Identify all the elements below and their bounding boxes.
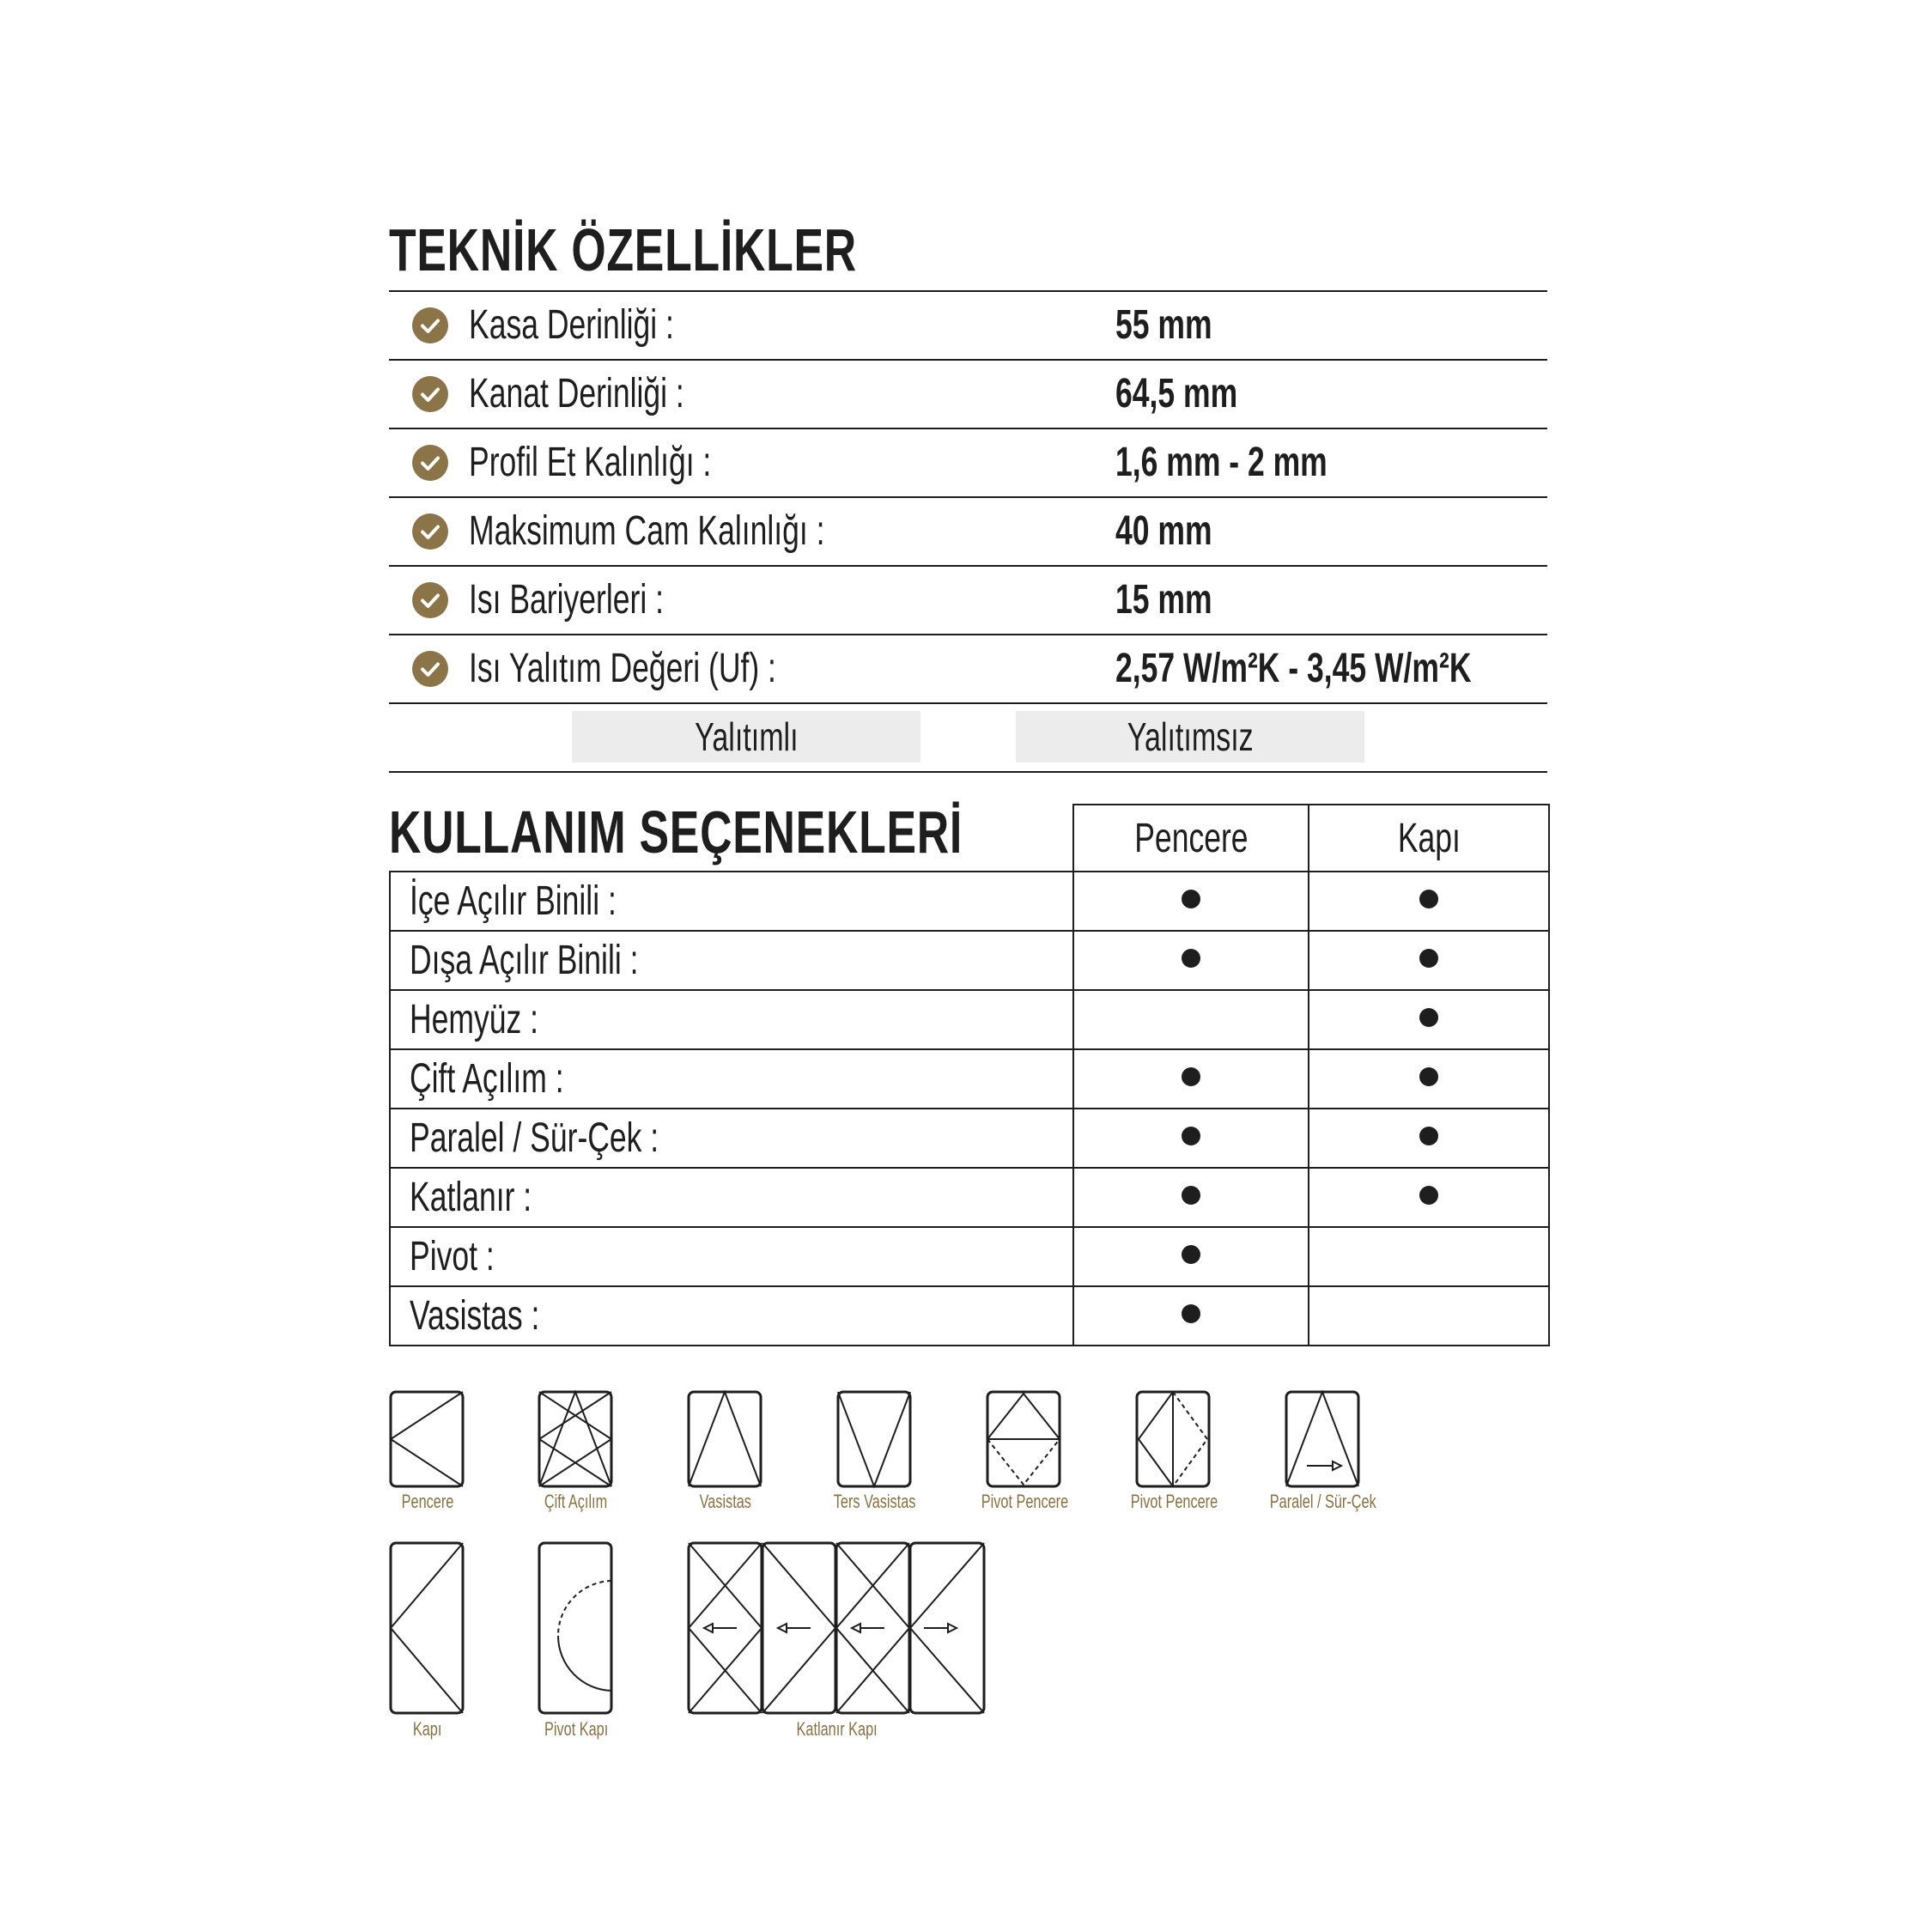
icon-caption: Katlanır Kapı <box>796 1718 878 1740</box>
spec-label: Isı Bariyerleri : <box>469 577 664 623</box>
spec-value: 15 mm <box>1115 577 1212 623</box>
icon-caption: Pivot Pencere <box>1130 1491 1218 1512</box>
spec-label: Profil Et Kalınlığı : <box>469 440 712 485</box>
usage-table <box>389 799 1550 1346</box>
availability-dot <box>1419 1127 1438 1145</box>
availability-dot <box>1182 1127 1200 1145</box>
spec-row <box>389 428 1547 496</box>
spec-label: Kasa Derinliği : <box>469 302 674 348</box>
pencere-cell <box>1073 990 1309 1049</box>
spec-value: 40 mm <box>1115 508 1212 554</box>
pencere-cell <box>1073 1049 1309 1109</box>
icon-caption: Kapı <box>413 1718 442 1740</box>
cift-acilim-icon <box>538 1390 613 1488</box>
kapi-cell <box>1309 872 1549 931</box>
spec-row <box>389 496 1547 565</box>
usage-label: Dışa Açılır Binili : <box>390 931 1073 990</box>
usage-row <box>390 1286 1549 1346</box>
usage-section-title: KULLANIM SEÇENEKLERİ <box>389 799 963 866</box>
usage-label: Vasistas : <box>390 1286 1073 1346</box>
availability-dot <box>1419 949 1438 968</box>
usage-label: Hemyüz : <box>390 990 1073 1049</box>
availability-dot <box>1182 1304 1200 1323</box>
column-header-kapi: Kapı <box>1309 805 1549 872</box>
usage-row <box>390 1227 1549 1286</box>
tag-yalitimsiz: Yalıtımsız <box>1016 711 1364 762</box>
pencere-cell <box>1073 1227 1309 1286</box>
column-header-pencere: Pencere <box>1073 805 1309 872</box>
kapi-icon <box>389 1541 465 1715</box>
pivot-kapi-icon <box>538 1541 613 1715</box>
spec-section-title: TEKNİK ÖZELLİKLER <box>389 216 857 283</box>
availability-dot <box>1419 1186 1438 1205</box>
availability-dot <box>1182 1067 1200 1086</box>
availability-dot <box>1182 949 1200 968</box>
spec-row <box>389 359 1547 428</box>
check-circle-icon <box>412 513 448 550</box>
usage-label: İçe Açılır Binili : <box>390 872 1073 931</box>
usage-row <box>390 1168 1549 1227</box>
check-circle-icon <box>412 651 448 687</box>
tag-yalitimli: Yalıtımlı <box>572 711 920 762</box>
paralel-sur-cek-icon <box>1285 1390 1360 1488</box>
usage-row <box>390 872 1549 931</box>
usage-row <box>390 1049 1549 1109</box>
icon-caption: Ters Vasistas <box>834 1491 916 1512</box>
usage-row <box>390 1109 1549 1168</box>
usage-label: Çift Açılım : <box>390 1049 1073 1109</box>
availability-dot <box>1419 1067 1438 1086</box>
usage-label: Pivot : <box>390 1227 1073 1286</box>
kapi-cell <box>1309 1168 1549 1227</box>
vasistas-icon <box>687 1390 762 1488</box>
insulation-tags-row <box>389 702 1547 773</box>
katlanir-kapi-icon <box>687 1541 987 1715</box>
check-circle-icon <box>412 376 448 412</box>
kapi-cell <box>1309 1109 1549 1168</box>
pencere-cell <box>1073 1168 1309 1227</box>
icon-caption: Çift Açılım <box>544 1491 608 1512</box>
icon-caption: Vasistas <box>699 1491 752 1512</box>
pencere-icon <box>389 1390 465 1488</box>
usage-label: Paralel / Sür-Çek : <box>390 1109 1073 1168</box>
pencere-cell <box>1073 1109 1309 1168</box>
spec-label: Isı Yalıtım Değeri (Uf) : <box>469 646 776 691</box>
usage-row <box>390 931 1549 990</box>
icon-caption: Pivot Kapı <box>544 1718 609 1740</box>
spec-row <box>389 634 1547 702</box>
pencere-cell <box>1073 931 1309 990</box>
icon-caption: Pencere <box>401 1491 454 1512</box>
pivot-pencere-vertical-icon <box>1135 1390 1211 1488</box>
spec-value: 1,6 mm - 2 mm <box>1115 440 1327 485</box>
kapi-cell <box>1309 990 1549 1049</box>
availability-dot <box>1182 890 1200 908</box>
spec-row <box>389 565 1547 634</box>
availability-dot <box>1182 1245 1200 1264</box>
spec-table <box>389 290 1547 773</box>
kapi-cell <box>1309 1227 1549 1286</box>
kapi-cell <box>1309 931 1549 990</box>
icon-caption: Pivot Pencere <box>981 1491 1068 1512</box>
ters-vasistas-icon <box>836 1390 912 1488</box>
spec-value: 2,57 W/m²K - 3,45 W/m²K <box>1115 646 1472 691</box>
pencere-cell <box>1073 872 1309 931</box>
pencere-cell <box>1073 1286 1309 1346</box>
usage-header-row <box>390 805 1549 872</box>
usage-label: Katlanır : <box>390 1168 1073 1227</box>
icon-caption: Paralel / Sür-Çek <box>1270 1491 1376 1512</box>
check-circle-icon <box>412 445 448 481</box>
spec-row <box>389 290 1547 359</box>
spec-label: Maksimum Cam Kalınlığı : <box>469 508 825 554</box>
check-circle-icon <box>412 582 448 618</box>
pivot-pencere-horizontal-icon <box>986 1390 1061 1488</box>
availability-dot <box>1419 1008 1438 1027</box>
kapi-cell <box>1309 1286 1549 1346</box>
availability-dot <box>1182 1186 1200 1205</box>
spec-value: 64,5 mm <box>1115 371 1238 416</box>
usage-row <box>390 990 1549 1049</box>
header-blank <box>390 805 1073 872</box>
availability-dot <box>1419 890 1438 908</box>
check-circle-icon <box>412 307 448 343</box>
spec-label: Kanat Derinliği : <box>469 371 684 416</box>
spec-value: 55 mm <box>1115 302 1212 348</box>
kapi-cell <box>1309 1049 1549 1109</box>
